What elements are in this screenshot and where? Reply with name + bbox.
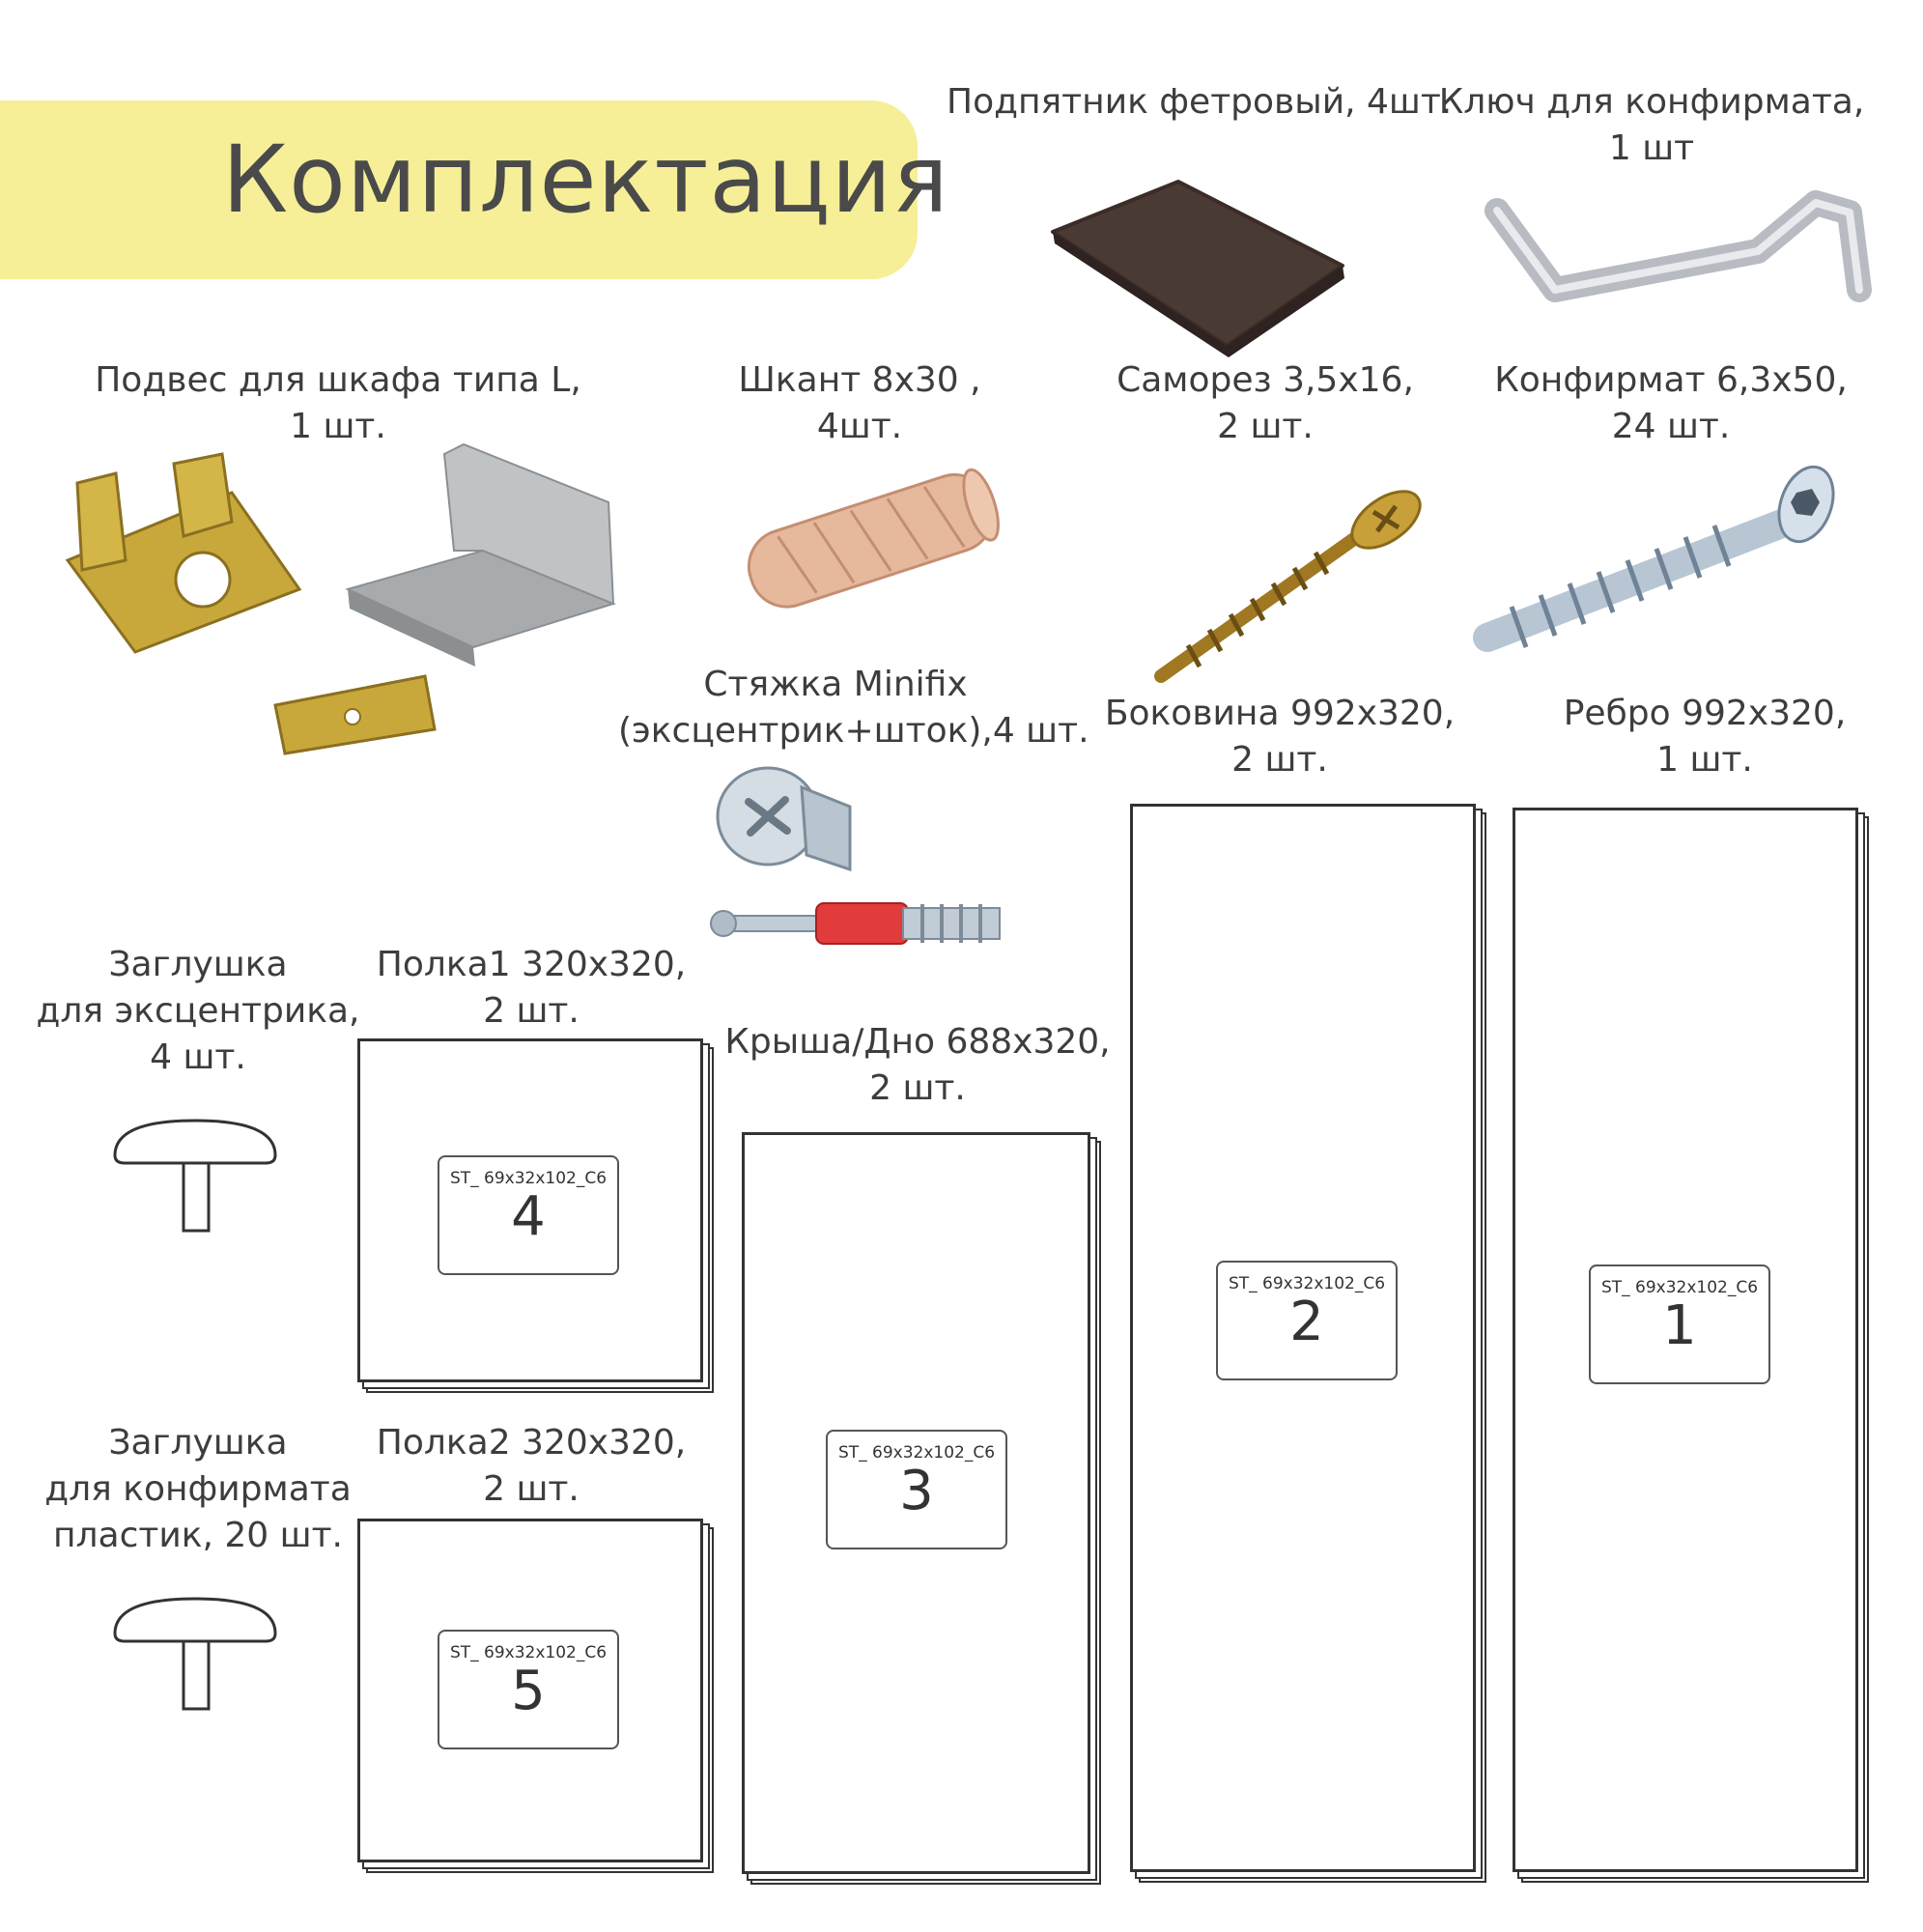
panel-label: [438, 1155, 619, 1275]
caption-felt-pad: Подпятник фетровый, 4шт.: [947, 82, 1453, 122]
panel-number: 5: [511, 1660, 546, 1722]
caption-shelf2: Полка2 320х320, 2 шт.: [376, 1423, 687, 1509]
panel-number: 2: [1289, 1291, 1324, 1353]
caption-cabinet-hanger: Подвес для шкафа типа L, 1 шт.: [95, 360, 581, 446]
caption-rib: Ребро 992х320, 1 шт.: [1563, 694, 1847, 780]
caption-shelf1: Полка1 320х320, 2 шт.: [376, 945, 687, 1031]
felt-pad-icon: [1043, 174, 1362, 357]
cap-plug-icon: [111, 1599, 280, 1715]
panel-label: [1589, 1264, 1770, 1384]
page-title: Комплектация: [222, 126, 949, 234]
hex-key-icon: [1487, 184, 1874, 299]
caption-confirmat-cap: Заглушка для конфирмата пластик, 20 шт.: [44, 1423, 352, 1555]
wood-screw-icon: [1149, 473, 1429, 686]
caption-eccentric-cap: Заглушка для эксцентрика, 4 шт.: [36, 945, 360, 1077]
panel-number: 3: [899, 1460, 934, 1522]
caption-minifix: Стяжка Minifix (эксцентрик+шток),4 шт.: [618, 665, 1089, 751]
caption-top-bottom: Крыша/Дно 688х320, 2 шт.: [724, 1022, 1111, 1108]
panel-top-bottom: [742, 1132, 1090, 1874]
panel-number: 1: [1662, 1294, 1697, 1357]
caption-confirmat: Конфирмат 6,3х50, 24 шт.: [1494, 360, 1848, 446]
caption-screw: Саморез 3,5х16, 2 шт.: [1117, 360, 1414, 446]
panel-side: [1130, 804, 1476, 1872]
caption-dowel: Шкант 8х30 , 4шт.: [738, 360, 981, 446]
caption-side: Боковина 992х320, 2 шт.: [1104, 694, 1456, 780]
panel-code: ST_ 69x32x102_C6: [1600, 1278, 1759, 1297]
panel-code: ST_ 69x32x102_C6: [449, 1643, 608, 1662]
cap-plug-icon: [111, 1121, 280, 1236]
panel-label: [826, 1430, 1007, 1549]
panel-code: ST_ 69x32x102_C6: [1228, 1274, 1386, 1293]
cabinet-hanger-icon: [58, 444, 618, 763]
panel-shelf1: [357, 1038, 703, 1382]
panel-code: ST_ 69x32x102_C6: [837, 1443, 996, 1463]
wooden-dowel-icon: [724, 454, 1014, 618]
panel-rib: [1513, 808, 1858, 1872]
panel-shelf2: [357, 1519, 703, 1862]
confirmat-screw-icon: [1468, 454, 1854, 667]
panel-number: 4: [511, 1185, 546, 1248]
panel-code: ST_ 69x32x102_C6: [449, 1169, 608, 1188]
caption-confirmat-key: Ключ для конфирмата, 1 шт: [1438, 82, 1865, 168]
minifix-connector-icon: [710, 763, 1038, 956]
panel-label: [438, 1630, 619, 1749]
panel-label: [1216, 1261, 1398, 1380]
